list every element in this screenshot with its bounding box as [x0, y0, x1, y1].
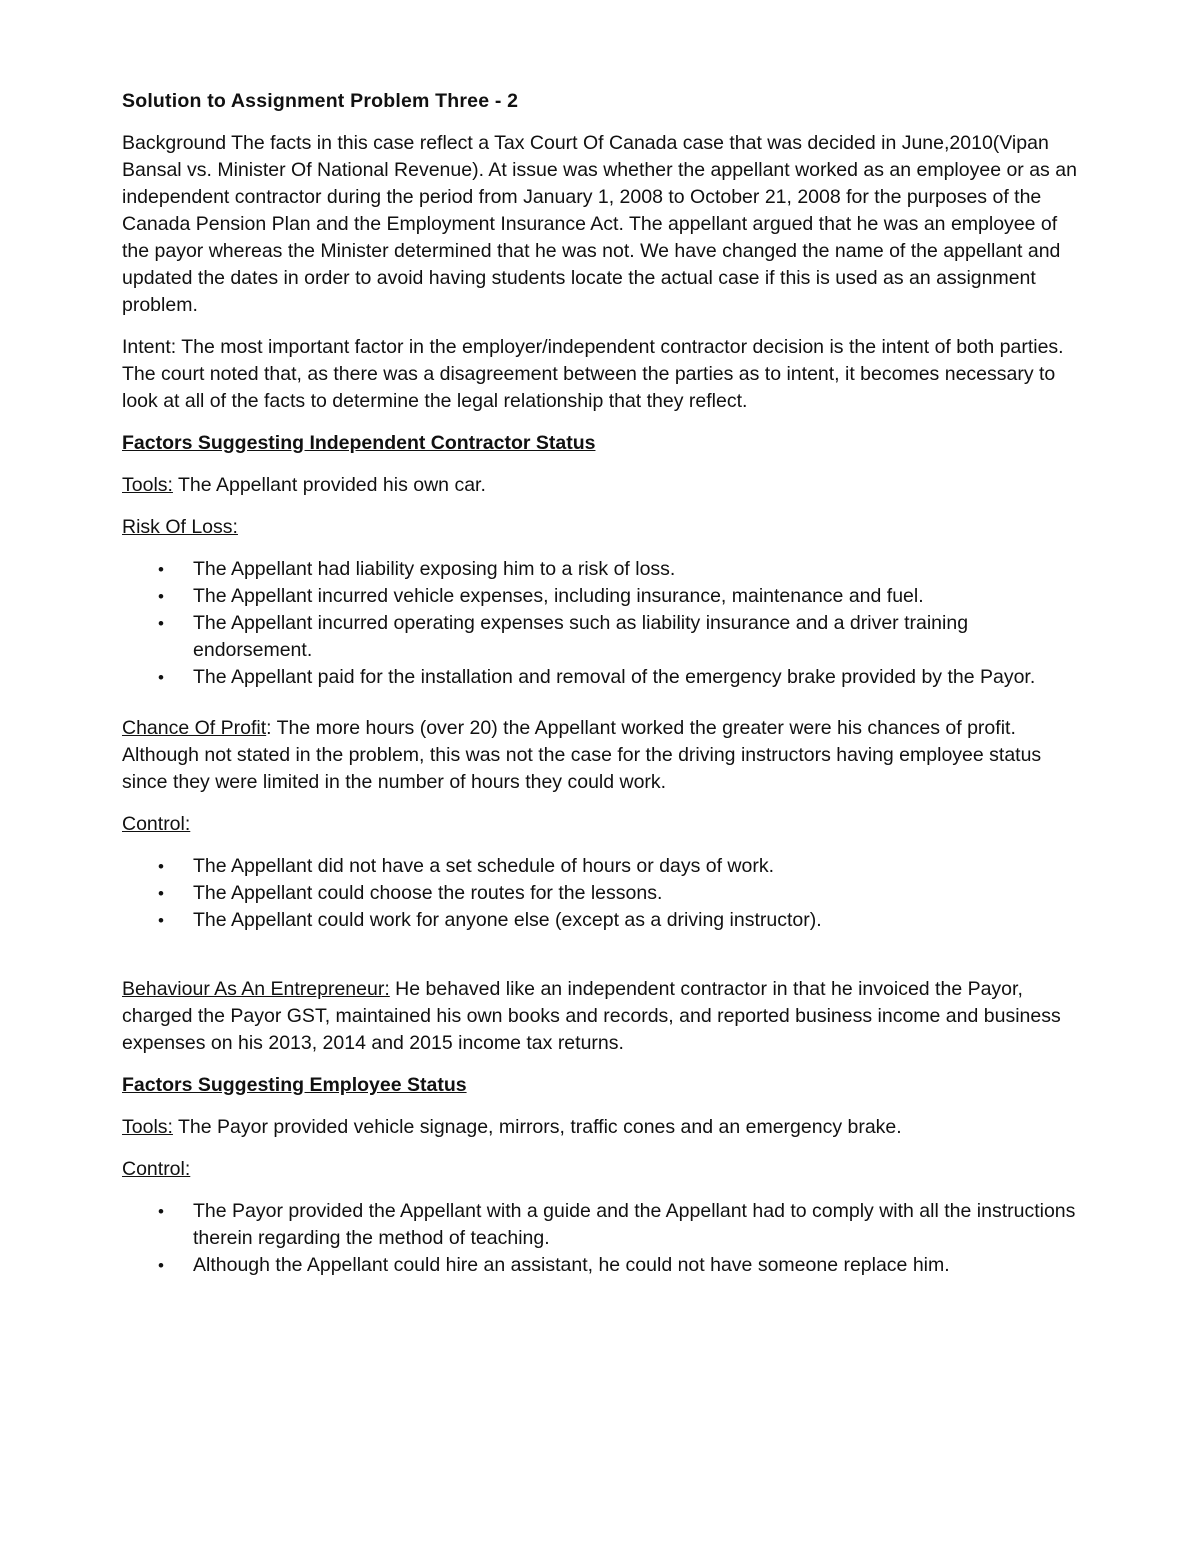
control-list-independent: [122, 853, 1080, 934]
list-item: • The Payor provided the Appellant with a guide and the Appellant had to comply with all the instructions therein regarding the method of teaching.: [158, 1200, 1076, 1249]
tools-paragraph-employee: [122, 1114, 1080, 1141]
list-item: • Although the Appellant could hire an assistant, he could not have someone replace him.: [122, 1252, 1080, 1279]
chance-of-profit-label: Chance Of Profit: [122, 717, 267, 739]
behaviour-paragraph: [122, 976, 1080, 1057]
intent-paragraph: Intent: The most important factor in the employer/independent contractor decision is the intent of both parties. The court noted that, as there was a disagreement between the parties as to intent, it becomes necessary to look at all of the facts to determine the legal relationship that they reflect.: [122, 336, 1064, 412]
list-item: • The Appellant paid for the installation and removal of the emergency brake provided by the Payor.: [122, 664, 1080, 691]
chance-of-profit-text: : The more hours (over 20) the Appellant worked the greater were his chances of profit. Although not stated in the problem, this was not the case for the driving instructors having employee status since they were limited in the number of hours they could work.: [122, 717, 1042, 793]
bullet-icon: •: [158, 614, 164, 633]
behaviour-label: Behaviour As An Entrepreneur:: [122, 978, 390, 1000]
bullet-icon: •: [158, 884, 164, 903]
bullet-icon: •: [158, 668, 164, 687]
control-paragraph-independent: [122, 811, 1080, 838]
control-list-employee: [122, 1198, 1080, 1279]
bullet-icon: •: [158, 911, 164, 930]
section-heading-independent-contractor: Factors Suggesting Independent Contractor Status: [122, 432, 596, 454]
tools-paragraph-independent: [122, 472, 1080, 499]
tools-text: The Payor provided vehicle signage, mirrors, traffic cones and an emergency brake.: [172, 1116, 902, 1138]
control-label: Control:: [122, 1158, 191, 1180]
section-heading-employee: Factors Suggesting Employee Status: [122, 1074, 467, 1096]
bullet-icon: •: [158, 560, 164, 579]
chance-of-profit-paragraph: [122, 715, 1080, 796]
control-label: Control:: [122, 813, 191, 835]
bullet-icon: •: [158, 857, 164, 876]
risk-of-loss-label: Risk Of Loss:: [122, 516, 238, 538]
risk-of-loss-paragraph: [122, 514, 1080, 541]
tools-label: Tools:: [122, 474, 173, 496]
risk-of-loss-list: [122, 556, 1080, 691]
list-item: • The Appellant could work for anyone else (except as a driving instructor).: [122, 907, 1080, 934]
list-item: • The Appellant incurred operating expenses such as liability insurance and a driver training endorsement.: [158, 612, 969, 661]
list-item: • The Appellant had liability exposing him to a risk of loss.: [122, 556, 1080, 583]
behaviour-text: He behaved like an independent contractor in that he invoiced the Payor, charged the Payor GST, maintained his own books and records, and reported business income and business expenses on his 2013, 2014 and 2015 income tax returns.: [122, 978, 1061, 1054]
document-title: Solution to Assignment Problem Three - 2: [122, 90, 519, 112]
bullet-icon: •: [158, 1256, 164, 1275]
list-item: • The Appellant could choose the routes for the lessons.: [122, 880, 1080, 907]
list-item: • The Appellant did not have a set schedule of hours or days of work.: [122, 853, 1080, 880]
control-paragraph-employee: [122, 1156, 1080, 1183]
tools-label: Tools:: [122, 1116, 173, 1138]
bullet-icon: •: [158, 587, 164, 606]
document-page: [122, 88, 1080, 1294]
list-item: • The Appellant incurred vehicle expenses, including insurance, maintenance and fuel.: [122, 583, 1080, 610]
background-paragraph: Background The facts in this case reflect a Tax Court Of Canada case that was decided in June,2010(Vipan Bansal vs. Minister Of National Revenue). At issue was whether the appellant worked as an employee or as an independent contractor during the period from January 1, 2008 to October 21, 2008 for the purposes of the Canada Pension Plan and the Employment Insurance Act. The appellant argued that he was an employee of the payor whereas the Minister determined that he was not. We have changed the name of the appellant and updated the dates in order to avoid having students locate the actual case if this is used as an assignment problem.: [122, 132, 1077, 316]
tools-text: The Appellant provided his own car.: [172, 474, 486, 496]
bullet-icon: •: [158, 1202, 164, 1221]
